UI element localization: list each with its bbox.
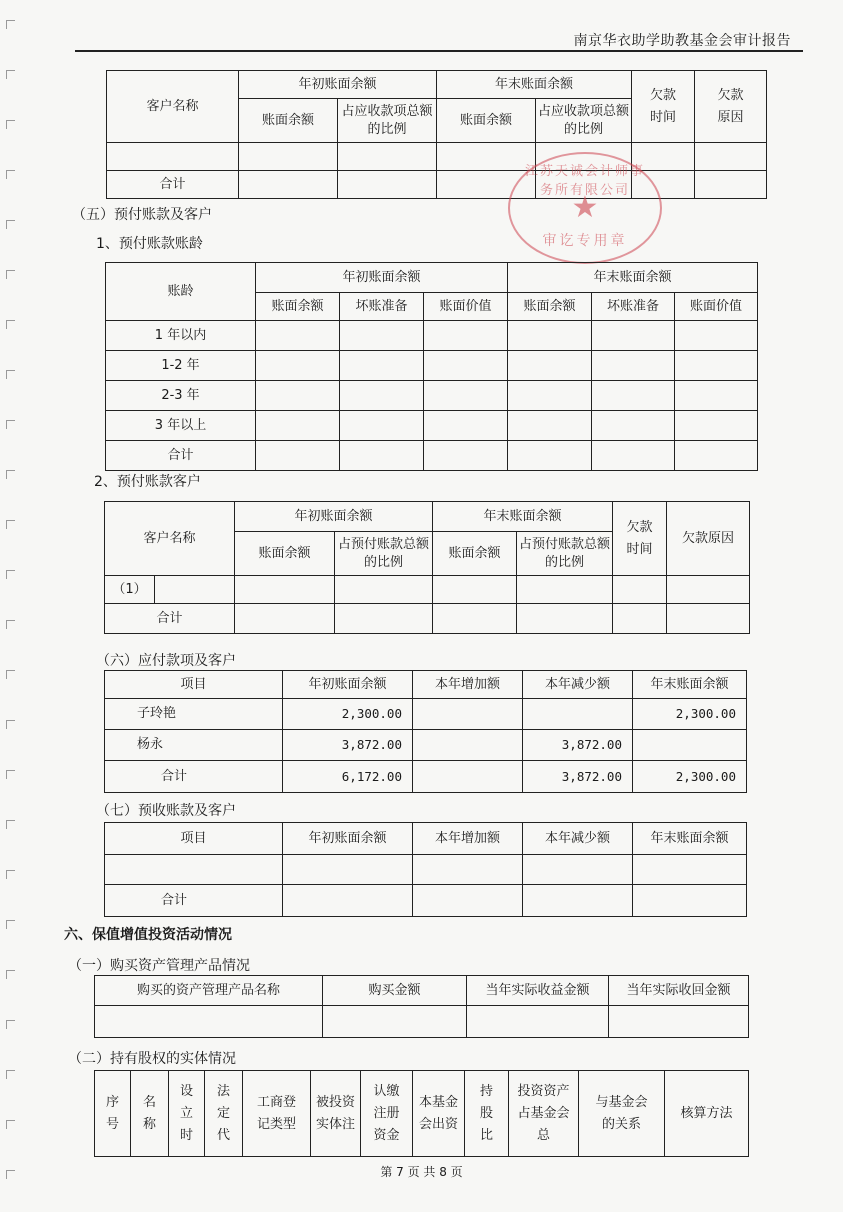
advances-table <box>104 822 747 917</box>
col-foundation-contribution: 本基金会出资 <box>413 1071 465 1157</box>
col-actual-income: 当年实际收益金额 <box>467 976 609 1006</box>
col-overdue-time: 欠款时间 <box>632 71 695 143</box>
col-closing-ratio: 占应收款项总额的比例 <box>536 99 632 143</box>
prepaid-aging-table <box>105 262 758 471</box>
audit-seal: 江苏天诚会计师事务所有限公司 ★ 审讫专用章 <box>508 152 662 264</box>
col-name: 名称 <box>131 1071 169 1157</box>
prepaid-customers-table <box>104 501 750 634</box>
col-decrease: 本年减少额 <box>523 671 633 699</box>
col-closing-balance: 年末账面余额 <box>633 823 747 855</box>
col-customer-name: 客户名称 <box>105 502 235 576</box>
aging-total-label: 合计 <box>106 441 256 471</box>
col-closing-ratio: 占预付账款总额的比例 <box>517 532 613 576</box>
col-opening-ratio: 占应收款项总额的比例 <box>338 99 437 143</box>
col-closing-balance-group: 年末账面余额 <box>508 263 758 293</box>
col-share-ratio: 持股比 <box>465 1071 509 1157</box>
header-rule <box>75 50 803 52</box>
col-opening-book-balance: 账面余额 <box>256 293 340 321</box>
prepaid-section-title: （五）预付账款及客户 <box>72 207 212 223</box>
asset-products-title: （一）购买资产管理产品情况 <box>68 958 250 974</box>
table-row: 合计 6,172.00 3,872.00 2,300.00 <box>105 761 747 793</box>
col-opening-balance: 年初账面余额 <box>283 823 413 855</box>
total-row-label: 合计 <box>105 885 283 917</box>
total-row-label: 合计 <box>105 604 235 634</box>
col-closing-book-value: 账面价值 <box>675 293 758 321</box>
col-opening-balance-group: 年初账面余额 <box>235 502 433 532</box>
total-row-label: 合计 <box>107 171 239 199</box>
col-opening-book-balance: 账面余额 <box>235 532 335 576</box>
equity-entities-table <box>94 1070 749 1157</box>
table-row: 杨永 3,872.00 3,872.00 <box>105 730 747 761</box>
aging-row-label: 1 年以内 <box>106 321 256 351</box>
page-number: 第 7 页 共 8 页 <box>380 1165 463 1179</box>
col-opening-book-balance: 账面余额 <box>239 99 338 143</box>
payables-table <box>104 670 747 793</box>
aging-row-label: 2-3 年 <box>106 381 256 411</box>
col-item: 项目 <box>105 671 283 699</box>
col-registration-type: 工商登记类型 <box>243 1071 311 1157</box>
col-opening-balance-group: 年初账面余额 <box>239 71 437 99</box>
col-overdue-reason: 欠款原因 <box>695 71 767 143</box>
report-header-title: 南京华衣助学助教基金会审计报告 <box>573 33 791 49</box>
col-closing-bad-debt: 坏账准备 <box>592 293 675 321</box>
row-index: （1） <box>105 576 155 604</box>
col-closing-book-balance: 账面余额 <box>508 293 592 321</box>
col-purchase-amount: 购买金额 <box>323 976 467 1006</box>
col-increase: 本年增加额 <box>413 671 523 699</box>
col-actual-recovery: 当年实际收回金额 <box>609 976 749 1006</box>
aging-row-label: 3 年以上 <box>106 411 256 441</box>
col-decrease: 本年减少额 <box>523 823 633 855</box>
receivable-customers-table <box>106 70 767 199</box>
advances-section-title: （七）预收账款及客户 <box>96 803 236 819</box>
col-opening-balance: 年初账面余额 <box>283 671 413 699</box>
investment-section-title: 六、保值增值投资活动情况 <box>64 927 232 943</box>
col-asset-share: 投资资产占基金会总 <box>509 1071 579 1157</box>
col-closing-book-balance: 账面余额 <box>433 532 517 576</box>
prepaid-customers-title: 2、预付账款客户 <box>94 474 201 490</box>
col-opening-book-value: 账面价值 <box>424 293 508 321</box>
col-opening-bad-debt: 坏账准备 <box>340 293 424 321</box>
col-legal-rep: 法定代 <box>205 1071 243 1157</box>
col-closing-book-balance: 账面余额 <box>437 99 536 143</box>
col-subscribed-capital: 认缴注册资金 <box>361 1071 413 1157</box>
col-index: 序号 <box>95 1071 131 1157</box>
col-opening-ratio: 占预付账款总额的比例 <box>335 532 433 576</box>
prepaid-aging-title: 1、预付账款账龄 <box>96 236 203 252</box>
table-row: 子玲艳 2,300.00 2,300.00 <box>105 699 747 730</box>
col-overdue-time: 欠款时间 <box>613 502 667 576</box>
seal-star-icon: ★ <box>571 190 599 225</box>
payables-section-title: （六）应付款项及客户 <box>96 653 236 669</box>
col-established: 设立时 <box>169 1071 205 1157</box>
col-closing-balance-group: 年末账面余额 <box>437 71 632 99</box>
col-overdue-reason: 欠款原因 <box>667 502 750 576</box>
aging-row-label: 1-2 年 <box>106 351 256 381</box>
binding-margin <box>6 0 16 1212</box>
col-increase: 本年增加额 <box>413 823 523 855</box>
col-investee-registered: 被投资实体注 <box>311 1071 361 1157</box>
col-closing-balance: 年末账面余额 <box>633 671 747 699</box>
col-product-name: 购买的资产管理产品名称 <box>95 976 323 1006</box>
col-accounting-method: 核算方法 <box>665 1071 749 1157</box>
col-closing-balance-group: 年末账面余额 <box>433 502 613 532</box>
equity-entities-title: （二）持有股权的实体情况 <box>68 1051 236 1067</box>
col-aging: 账龄 <box>106 263 256 321</box>
col-relationship: 与基金会的关系 <box>579 1071 665 1157</box>
col-opening-balance-group: 年初账面余额 <box>256 263 508 293</box>
col-customer-name: 客户名称 <box>107 71 239 143</box>
col-item: 项目 <box>105 823 283 855</box>
asset-products-table <box>94 975 749 1038</box>
